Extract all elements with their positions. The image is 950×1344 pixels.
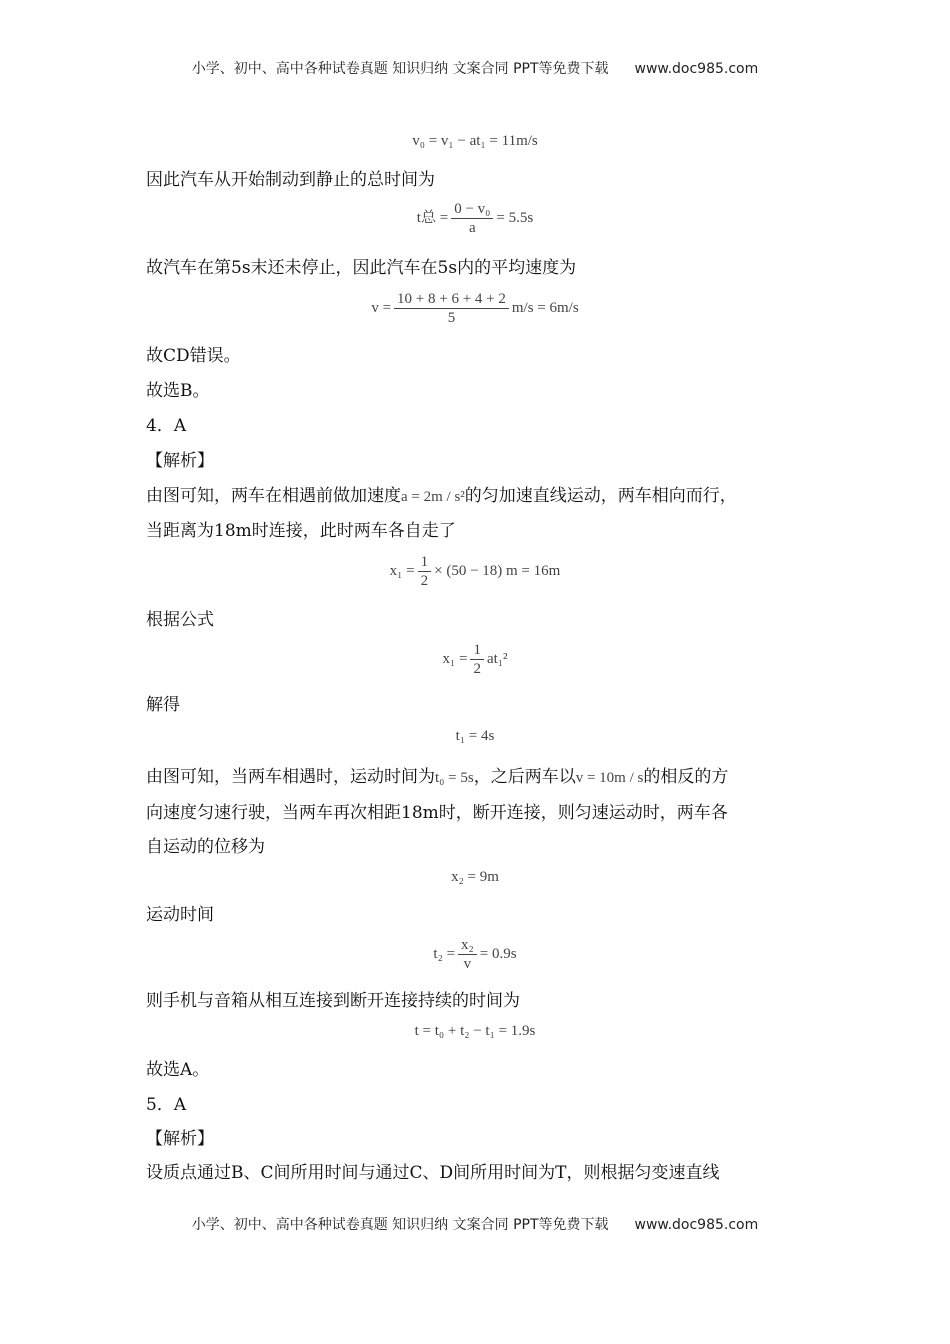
paragraph: 故CD错误。	[146, 346, 241, 366]
fraction: $\frac{\text{x₂}}{v}$	[458, 936, 477, 973]
fraction: $\frac{\text{0 − v₀}}{a}$	[451, 200, 493, 237]
paragraph: 运动时间	[146, 905, 214, 925]
header-text: 小学、初中、高中各种试卷真题 知识归纳 文案合同 PPT等免费下载	[191, 61, 609, 77]
paragraph: 则手机与音箱从相互连接到断开连接持续的时间为	[146, 991, 520, 1011]
header-site-link[interactable]: www.doc985.com	[634, 61, 759, 77]
equation-formula: x₁ = $\frac{1}{2}$ at₁²	[442, 642, 508, 677]
question-number: 5．A	[146, 1095, 187, 1115]
fraction: $\frac{10 + 8 + 6 + 4 + 2}{5}$	[394, 290, 509, 327]
fraction: $\frac{1}{2}$	[470, 641, 484, 678]
fraction: $\frac{1}{2}$	[418, 553, 432, 590]
paragraph: 故汽车在第5s末还未停止，因此汽车在5s内的平均速度为	[146, 258, 577, 278]
equation-total-t: t = t₀ + t₂ − t₁ = 1.9s	[414, 1023, 536, 1039]
paragraph: 解得	[146, 695, 180, 715]
paragraph: 由图可知，当两车相遇时，运动时间为t₀ = 5s，之后两车以v = 10m / s的相反的方	[146, 767, 729, 787]
section-label: 【解析】	[146, 451, 214, 471]
equation-x2: x₂ = 9m	[451, 869, 499, 885]
section-label: 【解析】	[146, 1129, 214, 1149]
footer-text: 小学、初中、高中各种试卷真题 知识归纳 文案合同 PPT等免费下载	[191, 1217, 609, 1233]
paragraph: 故选A。	[146, 1060, 210, 1080]
paragraph: 因此汽车从开始制动到静止的总时间为	[146, 170, 435, 190]
page-footer	[0, 1214, 950, 1234]
equation-t1: t₁ = 4s	[455, 728, 495, 744]
paragraph: 根据公式	[146, 610, 214, 630]
equation-t2: t₂ = $\frac{\text{x₂}}{v}$ = 0.9s	[433, 937, 517, 972]
paragraph: 由图可知，两车在相遇前做加速度a = 2m / s²的匀加速直线运动，两车相向而行，	[146, 486, 737, 506]
paragraph: 自运动的位移为	[146, 837, 265, 857]
paragraph: 向速度匀速行驶，当两车再次相距18m时，断开连接，则匀速运动时，两车各	[146, 803, 728, 823]
equation-initial-velocity: v₀ = v₁ − at₁ = 11m/s	[412, 133, 538, 149]
equation-displacement-x1: x₁ = $\frac{1}{2}$ × (50 − 18) m = 16m	[389, 554, 561, 589]
question-number: 4．A	[146, 416, 187, 436]
paragraph: 当距离为18m时连接，此时两车各自走了	[146, 521, 456, 541]
footer-site-link[interactable]: www.doc985.com	[634, 1217, 759, 1233]
page-header	[0, 58, 950, 78]
paragraph: 故选B。	[146, 381, 210, 401]
equation-total-time: t总 = $\frac{\text{0 − v₀}}{a}$ = 5.5s	[416, 201, 534, 236]
equation-average-velocity: v = $\frac{10 + 8 + 6 + 4 + 2}{5}$ m/s = 6m/s	[371, 291, 579, 326]
paragraph: 设质点通过B、C间所用时间与通过C、D间所用时间为T，则根据匀变速直线	[146, 1163, 720, 1183]
